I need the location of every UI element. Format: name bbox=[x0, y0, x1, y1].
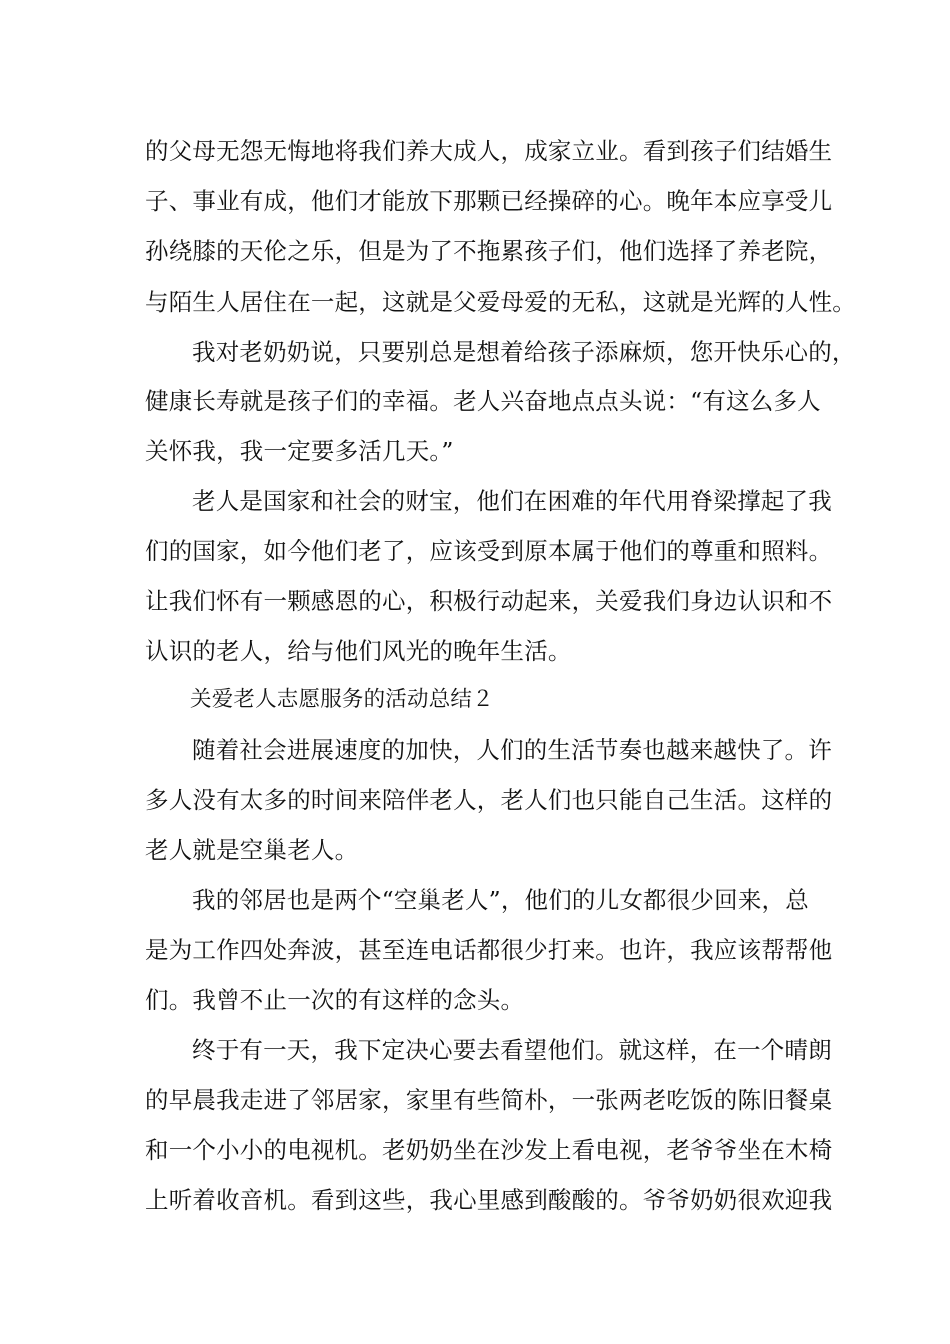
text-line: 健康长寿就是孩子们的幸福。老人兴奋地点点头说：“有这么多人 bbox=[145, 387, 821, 415]
paragraph-first-line: 终于有一天，我下定决心要去看望他们。就这样，在一个晴朗 bbox=[192, 1036, 832, 1064]
text-line: 和一个小小的电视机。老奶奶坐在沙发上看电视，老爷爷坐在木椅 bbox=[145, 1136, 833, 1164]
text-line: 子、事业有成，他们才能放下那颗已经操碎的心。晚年本应享受儿 bbox=[145, 187, 833, 215]
text-line: 孙绕膝的天伦之乐，但是为了不拖累孩子们，他们选择了养老院， bbox=[145, 237, 833, 265]
text-line: 多人没有太多的时间来陪伴老人，老人们也只能自己生活。这样的 bbox=[145, 786, 833, 814]
text-line: 与陌生人居住在一起，这就是父爱母爱的无私，这就是光辉的人性。 bbox=[145, 288, 856, 316]
text-line: 上听着收音机。看到这些，我心里感到酸酸的。爷爷奶奶很欢迎我 bbox=[145, 1186, 833, 1214]
text-line: 的父母无怨无悔地将我们养大成人，成家立业。看到孩子们结婚生 bbox=[145, 137, 833, 165]
paragraph-first-line: 我的邻居也是两个“空巢老人”，他们的儿女都很少回来，总 bbox=[192, 886, 809, 914]
text-line: 们。我曾不止一次的有这样的念头。 bbox=[145, 986, 525, 1014]
text-line: 的早晨我走进了邻居家，家里有些简朴，一张两老吃饭的陈旧餐桌 bbox=[145, 1086, 833, 1114]
text-line: 老人就是空巢老人。 bbox=[145, 836, 359, 864]
text-line: 让我们怀有一颗感恩的心，积极行动起来，关爱我们身边认识和不 bbox=[145, 587, 833, 615]
text-line: 关怀我，我一定要多活几天。” bbox=[145, 437, 454, 465]
paragraph-first-line: 随着社会进展速度的加快，人们的生活节奏也越来越快了。许 bbox=[192, 736, 832, 764]
text-line: 们的国家，如今他们老了，应该受到原本属于他们的尊重和照料。 bbox=[145, 537, 833, 565]
paragraph-first-line: 老人是国家和社会的财宝，他们在困难的年代用脊梁撑起了我 bbox=[192, 487, 832, 515]
text-line: 认识的老人，给与他们风光的晚年生活。 bbox=[145, 637, 572, 665]
text-line: 是为工作四处奔波，甚至连电话都很少打来。也许，我应该帮帮他 bbox=[145, 936, 833, 964]
section-heading: 关爱老人志愿服务的活动总结２ bbox=[190, 687, 494, 712]
paragraph-first-line: 我对老奶奶说，只要别总是想着给孩子添麻烦，您开快乐心的， bbox=[192, 338, 856, 366]
